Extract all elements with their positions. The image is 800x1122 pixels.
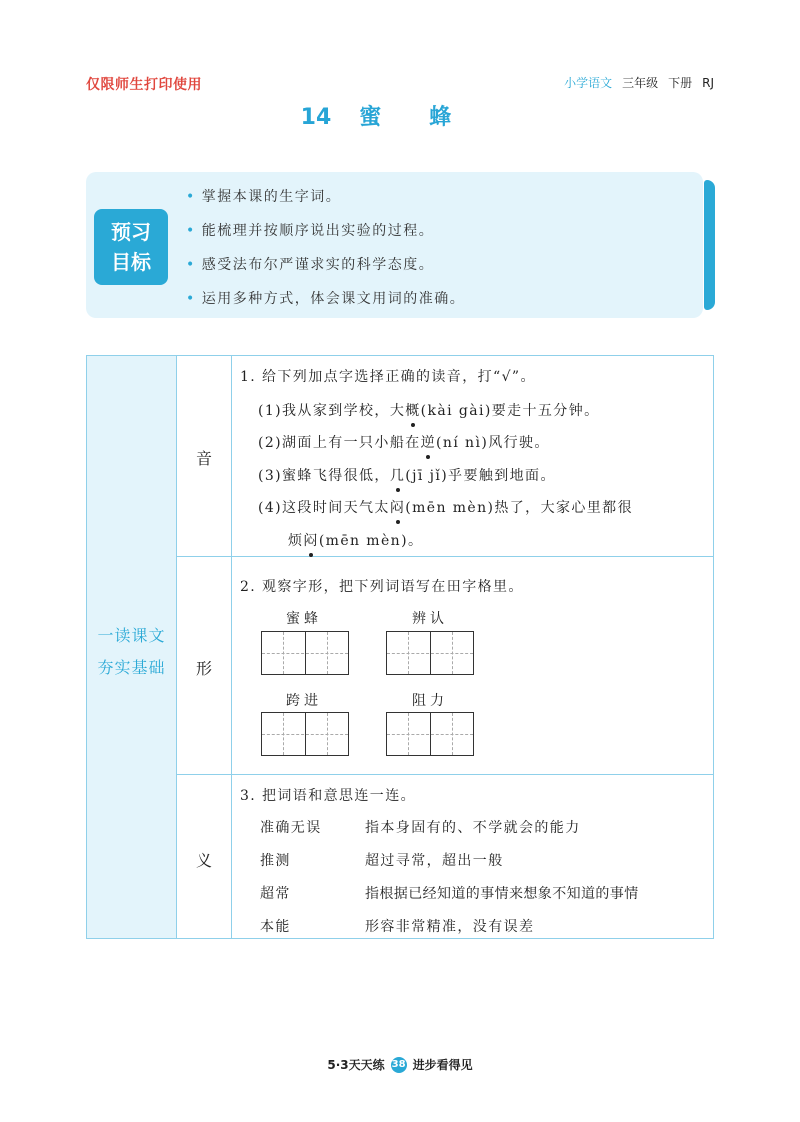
question-1-item-continued: 烦闷(mēn mèn)。 [288,530,423,550]
dotted-char: 概 [405,400,420,420]
category-sound: 音 [195,449,212,468]
section-label: 一读课文 夯实基础 [97,626,166,677]
category-form: 形 [195,659,212,678]
book-meta [564,74,714,91]
word-label: 辨认 [412,611,448,627]
objective-item: • 运用多种方式，体会课文用词的准确。 [186,291,466,307]
tianzige-grid[interactable] [386,712,474,756]
term-item[interactable]: 超常 [260,886,291,902]
word-label: 跨进 [286,693,322,709]
objective-item: • 感受法布尔严谨求实的科学态度。 [186,257,435,273]
meaning-item[interactable]: 超过寻常，超出一般 [365,853,504,869]
term-item[interactable]: 本能 [260,919,291,935]
bullet-icon: • [186,291,196,307]
question-1-prompt: 1. 给下列加点字选择正确的读音，打“√”。 [240,369,536,385]
dotted-char: 逆 [421,432,436,452]
row-divider [177,556,714,557]
page-footer [0,1056,800,1073]
objectives-badge [94,209,168,285]
lesson-number: 14 [300,105,332,130]
dotted-char: 几 [390,465,405,485]
term-item[interactable]: 推测 [260,853,291,869]
badge-line-1: 预习 [111,220,151,244]
tianzige-grid[interactable] [261,712,349,756]
row-divider [177,774,714,775]
column-divider [231,355,232,939]
page-title [0,100,800,131]
bullet-icon: • [186,223,196,239]
question-1-item: (3)蜜蜂飞得很低，几(jī jǐ)乎要触到地面。 [258,465,556,485]
footer-brand: 5·3天天练 [327,1058,385,1072]
bullet-icon: • [186,257,196,273]
word-label: 阻力 [412,693,448,709]
volume-label: 下册 [668,76,693,90]
meaning-item[interactable]: 形容非常精准，没有误差 [365,919,535,935]
question-1-item: (4)这段时间天气太闷(mēn mèn)热了，大家心里都很 [258,497,633,517]
lesson-title: 蜜蜂 [359,105,500,130]
print-restriction-note: 仅限师生打印使用 [86,77,202,93]
objectives-tab-decoration [704,180,715,310]
question-1-item: (1)我从家到学校，大概(kài gài)要走十五分钟。 [258,400,600,420]
subject-label: 小学语文 [564,76,613,90]
meaning-item[interactable]: 指根据已经知道的事情来想象不知道的事情 [365,886,639,902]
bullet-icon: • [186,189,196,205]
tianzige-grid[interactable] [261,631,349,675]
question-1-item: (2)湖面上有一只小船在逆(ní nì)风行驶。 [258,432,550,452]
objective-item: • 能梳理并按顺序说出实验的过程。 [186,223,435,239]
objective-item: • 掌握本课的生字词。 [186,189,342,205]
dotted-char: 闷 [303,530,318,550]
tianzige-grid[interactable] [386,631,474,675]
meaning-item[interactable]: 指本身固有的、不学就会的能力 [365,820,581,836]
term-item[interactable]: 准确无误 [260,820,322,836]
edition-label: RJ [702,75,714,90]
question-2-prompt: 2. 观察字形，把下列词语写在田字格里。 [240,579,524,595]
word-label: 蜜蜂 [286,611,322,627]
badge-line-2: 目标 [111,250,151,274]
page-number: 38 [391,1057,407,1073]
question-3-prompt: 3. 把词语和意思连一连。 [240,788,417,804]
grade-label: 三年级 [622,76,659,90]
category-meaning: 义 [195,851,212,870]
dotted-char: 闷 [390,497,405,517]
footer-slogan: 进步看得见 [412,1058,473,1072]
